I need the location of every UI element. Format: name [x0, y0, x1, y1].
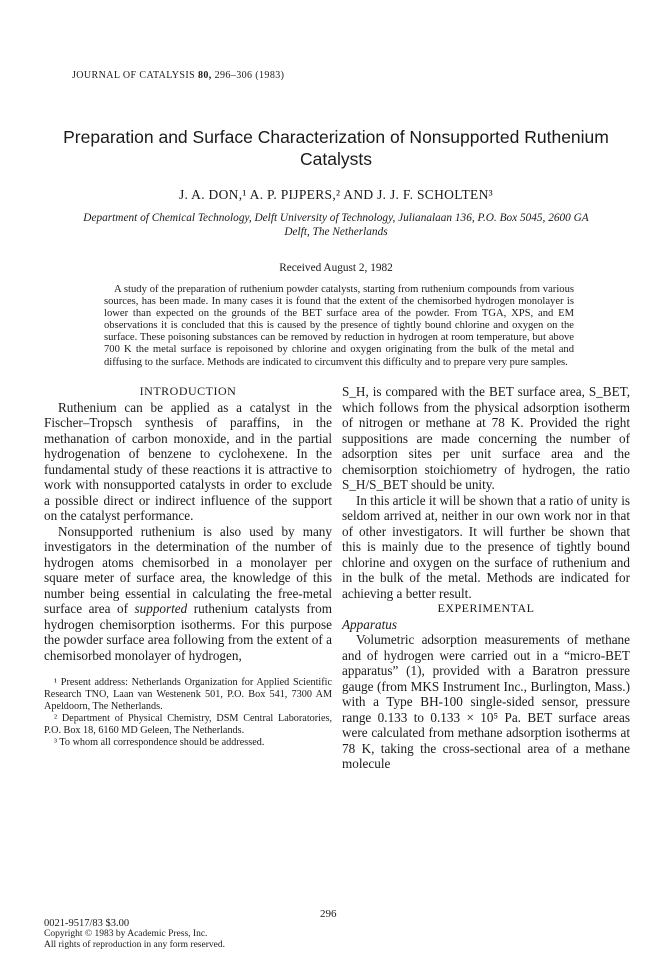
- experimental-heading: EXPERIMENTAL: [437, 601, 535, 615]
- journal-volume: 80,: [197, 70, 212, 81]
- paper-title: Preparation and Surface Characterization of Nonsupported Ruthenium Catalysts: [63, 127, 609, 169]
- copyright-line: Copyright © 1983 by Academic Press, Inc.: [44, 929, 208, 939]
- intro-paragraph-2-text-a: Nonsupported ruthenium is also used by many investigators in the determination of the number of hydrogen atoms chemisorbed in a monolayer per square meter of surface area, the knowledge of this number being essential in calculating the free-metal surface area of: [44, 523, 332, 616]
- left-column: [44, 384, 332, 749]
- intro-paragraph-4: In this article it will be shown that a ratio of unity is seldom arrived at, neither in our own work nor in that of other investigators. It will further be shown that this is mainly due to the presence of tightly bound chlorine and oxygen on the surface of ruthenium and in the bulk of the metal. Methods are indicated for achieving a better result.: [342, 492, 630, 601]
- copyright-block: [44, 918, 225, 951]
- intro-paragraph-2-emphasis: supported: [134, 601, 188, 616]
- apparatus-paragraph: Volumetric adsorption measurements of methane and of hydrogen were carried out in a “micro-BET apparatus” (1), provided with a Baratron pressure gauge (from MKS Instrument Inc., Burlington, Mass.) with a Type BH-100 single-sided sensor, pressure range 0.133 to 0.133 × 10⁵ Pa. BET surface areas were calculated from methane adsorption isotherms at 78 K, taking the cross-sectional area of a methane molecule: [342, 632, 630, 771]
- journal-pages: 296–306 (1983): [214, 70, 285, 81]
- affiliation: Department of Chemical Technology, Delft University of Technology, Julianalaan 136, P.O. Box 5045, 2600 GA Delft, The Netherlands: [83, 212, 589, 238]
- footnotes: [44, 677, 332, 749]
- journal-name: JOURNAL OF CATALYSIS: [72, 70, 196, 81]
- journal-header: [72, 70, 284, 81]
- right-column: [342, 384, 630, 772]
- price-code: 0021-9517/83 $3.00: [44, 918, 130, 929]
- intro-paragraph-3: S_H, is compared with the BET surface area, S_BET, which follows from the physical adsorption isotherm of nitrogen or methane at 78 K. Provided the right suppositions are made concerning the number of adsorption sites per unit surface area and the chemisorption stoichiometry of hydrogen, the ratio S_H/S_BET should be unity.: [342, 384, 630, 492]
- footnote-1: ¹ Present address: Netherlands Organization for Applied Scientific Research TNO, Laan van Westenenk 501, P.O. Box 541, 7300 AM Apeldoorn, The Netherlands.: [44, 677, 332, 712]
- footnote-3: ³ To whom all correspondence should be addressed.: [54, 737, 265, 748]
- abstract: A study of the preparation of ruthenium powder catalysts, starting from ruthenium compounds from various sources, has been made. In many cases it is found that the extent of the chemisorbed hydrogen monolayer is lower than expected on the grounds of the BET surface area of the powder. From TGA, XPS, and EM observations it is concluded that this is caused by the presence of tightly bound chlorine and oxygen on the surface. These poisoning substances can be removed by reduction in hydrogen at room temperature, but above 700 K the metal surface is repoisoned by chlorine and oxygen originating from the bulk of the metal and diffusing to the surface. Methods are indicated to circumvent this difficulty and to prepare very pure samples.: [104, 284, 574, 368]
- page-number: 296: [320, 908, 337, 920]
- intro-paragraph-2: [44, 524, 332, 664]
- authors: J. A. DON,¹ A. P. PIJPERS,² AND J. J. F. SCHOLTEN³: [178, 187, 493, 202]
- introduction-heading: INTRODUCTION: [139, 384, 237, 398]
- received-date: Received August 2, 1982: [279, 262, 393, 274]
- footnote-2: ² Department of Physical Chemistry, DSM Central Laboratories, P.O. Box 18, 6160 MD Geleen, The Netherlands.: [44, 713, 332, 736]
- rights-line: All rights of reproduction in any form reserved.: [44, 940, 225, 950]
- intro-paragraph-2-text-b: ruthenium catalysts from hydrogen chemisorption isotherms. For this purpose the powder surface area following from the extent of a chemisorbed monolayer of hydrogen,: [44, 601, 332, 663]
- intro-paragraph-1: Ruthenium can be applied as a catalyst in the Fischer–Tropsch synthesis of paraffins, in the methanation of carbon monoxide, and in the partial hydrogenation of benzene to cyclohexene. In the fundamental study of these reactions it is attractive to work with nonsupported catalysts in order to exclude a possible direct or indirect influence of the support on the catalyst performance.: [44, 399, 332, 523]
- apparatus-subheading: Apparatus: [342, 616, 397, 632]
